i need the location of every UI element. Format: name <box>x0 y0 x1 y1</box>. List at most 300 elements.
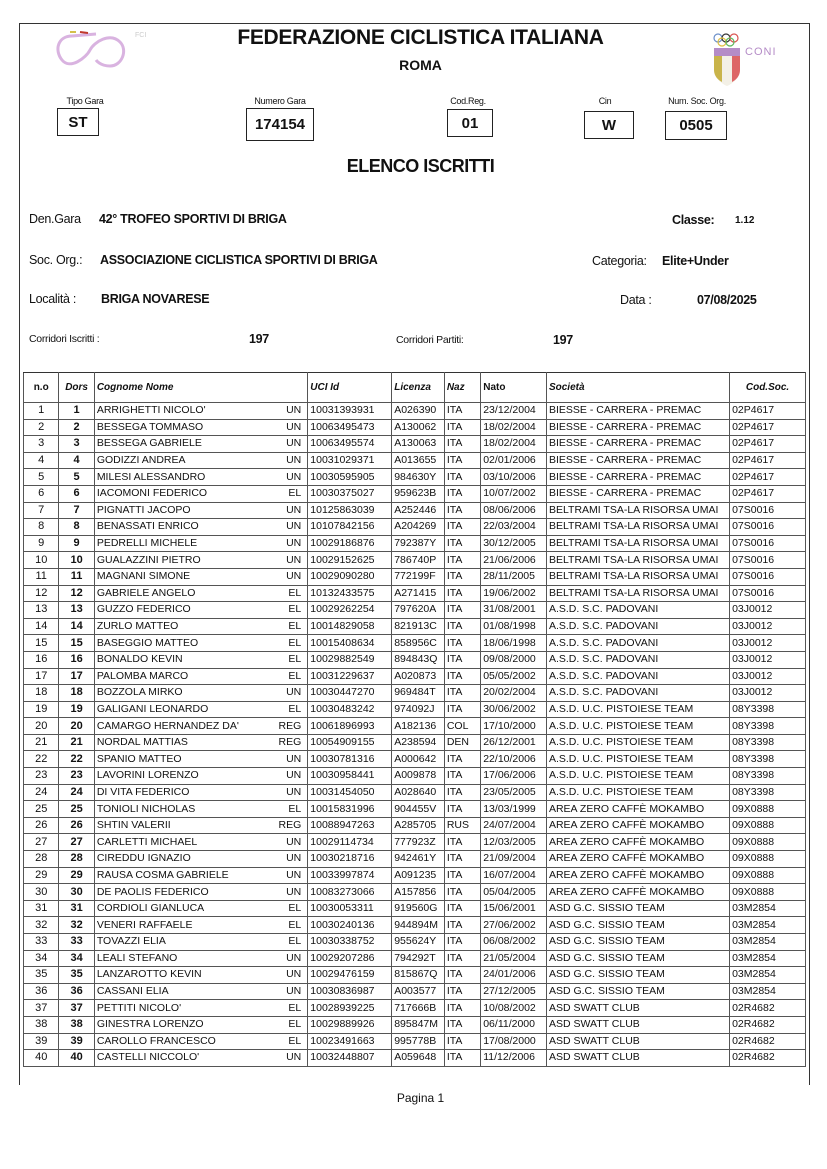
cell-name: GALIGANI LEONARDO <box>94 701 251 718</box>
table-row <box>24 751 806 768</box>
cell-soc: AREA ZERO CAFFÈ MOKAMBO <box>546 801 729 818</box>
cell-cat: EL <box>251 1000 308 1017</box>
cell-soc: A.S.D. S.C. PADOVANI <box>546 651 729 668</box>
table-row <box>24 950 806 967</box>
tipo-gara-value: ST <box>57 108 99 136</box>
cell-uci: 10088947263 <box>308 817 392 834</box>
cell-naz: ITA <box>444 1016 480 1033</box>
cell-lic: A091235 <box>392 867 445 884</box>
classe-value: 1.12 <box>735 215 755 226</box>
cell-dors: 25 <box>59 801 94 818</box>
cell-uci: 10031454050 <box>308 784 392 801</box>
cell-lic: A285705 <box>392 817 445 834</box>
cell-uci: 10029114734 <box>308 834 392 851</box>
cell-cod: 08Y3398 <box>730 734 806 751</box>
table-row <box>24 685 806 702</box>
cell-dors: 20 <box>59 718 94 735</box>
cell-lic: 815867Q <box>392 967 445 984</box>
cell-soc: ASD SWATT CLUB <box>546 1033 729 1050</box>
table-row <box>24 768 806 785</box>
cell-cat: UN <box>251 403 308 420</box>
cin-value: W <box>584 111 634 139</box>
cell-soc: ASD SWATT CLUB <box>546 1050 729 1067</box>
cell-dors: 11 <box>59 568 94 585</box>
cell-no: 21 <box>24 734 59 751</box>
cell-cod: 07S0016 <box>730 568 806 585</box>
cell-nato: 06/08/2002 <box>481 934 547 951</box>
cell-no: 35 <box>24 967 59 984</box>
riders-table <box>23 372 806 1067</box>
cell-no: 23 <box>24 768 59 785</box>
cell-soc: AREA ZERO CAFFÈ MOKAMBO <box>546 884 729 901</box>
cell-lic: 919560G <box>392 900 445 917</box>
cell-cat: UN <box>251 851 308 868</box>
cell-cod: 02P4617 <box>730 452 806 469</box>
cell-naz: ITA <box>444 934 480 951</box>
table-row <box>24 419 806 436</box>
cell-cod: 02R4682 <box>730 1033 806 1050</box>
col-header-uci: UCI Id <box>308 373 392 403</box>
cell-no: 1 <box>24 403 59 420</box>
cell-cod: 03J0012 <box>730 618 806 635</box>
table-row <box>24 934 806 951</box>
cell-cod: 08Y3398 <box>730 718 806 735</box>
table-row <box>24 734 806 751</box>
cell-lic: A130062 <box>392 419 445 436</box>
cell-naz: ITA <box>444 1033 480 1050</box>
col-header-codsoc: Cod.Soc. <box>730 373 806 403</box>
cell-dors: 37 <box>59 1000 94 1017</box>
table-row <box>24 651 806 668</box>
corridori-partiti-value: 197 <box>553 333 573 347</box>
table-row <box>24 983 806 1000</box>
cell-dors: 16 <box>59 651 94 668</box>
cell-cod: 08Y3398 <box>730 768 806 785</box>
col-header-dors: Dors <box>59 373 94 403</box>
cell-uci: 10031029371 <box>308 452 392 469</box>
cell-cod: 07S0016 <box>730 552 806 569</box>
cell-cat: UN <box>251 685 308 702</box>
cell-name: PIGNATTI JACOPO <box>94 502 251 519</box>
cell-no: 38 <box>24 1016 59 1033</box>
cell-naz: ITA <box>444 701 480 718</box>
federation-title: FEDERAZIONE CICLISTICA ITALIANA <box>237 26 604 49</box>
cell-uci: 10014829058 <box>308 618 392 635</box>
cell-cat: UN <box>251 502 308 519</box>
cell-nato: 21/09/2004 <box>481 851 547 868</box>
cell-soc: BIESSE - CARRERA - PREMAC <box>546 403 729 420</box>
cell-cod: 07S0016 <box>730 535 806 552</box>
cell-uci: 10029476159 <box>308 967 392 984</box>
cell-name: CARLETTI MICHAEL <box>94 834 251 851</box>
cell-cod: 02R4682 <box>730 1050 806 1067</box>
cell-no: 24 <box>24 784 59 801</box>
cell-soc: BELTRAMI TSA-LA RISORSA UMAI <box>546 502 729 519</box>
localita-label: Località : <box>29 292 77 306</box>
table-row <box>24 834 806 851</box>
cell-naz: ITA <box>444 568 480 585</box>
cell-no: 16 <box>24 651 59 668</box>
cell-uci: 10030781316 <box>308 751 392 768</box>
cell-cod: 08Y3398 <box>730 751 806 768</box>
cell-cat: REG <box>251 734 308 751</box>
cell-dors: 31 <box>59 900 94 917</box>
cell-dors: 30 <box>59 884 94 901</box>
cell-uci: 10030240136 <box>308 917 392 934</box>
cell-name: GINESTRA LORENZO <box>94 1016 251 1033</box>
cell-uci: 10030447270 <box>308 685 392 702</box>
cell-cod: 03M2854 <box>730 983 806 1000</box>
cell-nato: 10/07/2002 <box>481 485 547 502</box>
cell-naz: ITA <box>444 784 480 801</box>
cell-soc: ASD G.C. SISSIO TEAM <box>546 967 729 984</box>
cell-lic: 995778B <box>392 1033 445 1050</box>
cell-lic: A130063 <box>392 436 445 453</box>
cell-soc: A.S.D. U.C. PISTOIESE TEAM <box>546 751 729 768</box>
cell-naz: ITA <box>444 917 480 934</box>
cell-name: BESSEGA GABRIELE <box>94 436 251 453</box>
cell-uci: 10028939225 <box>308 1000 392 1017</box>
cell-cod: 02P4617 <box>730 403 806 420</box>
cell-name: DI VITA FEDERICO <box>94 784 251 801</box>
cell-cat: EL <box>251 1033 308 1050</box>
cell-lic: A157856 <box>392 884 445 901</box>
table-row <box>24 917 806 934</box>
cell-name: CAROLLO FRANCESCO <box>94 1033 251 1050</box>
table-row <box>24 1050 806 1067</box>
cell-naz: ITA <box>444 602 480 619</box>
cell-name: BOZZOLA MIRKO <box>94 685 251 702</box>
fci-logo-text: FCI <box>135 32 147 39</box>
cell-lic: 821913C <box>392 618 445 635</box>
cell-dors: 18 <box>59 685 94 702</box>
corridori-iscritti-value: 197 <box>249 332 269 346</box>
cell-cat: EL <box>251 585 308 602</box>
classe-label: Classe: <box>672 213 715 227</box>
table-row <box>24 851 806 868</box>
cell-nato: 17/06/2006 <box>481 768 547 785</box>
cell-name: GODIZZI ANDREA <box>94 452 251 469</box>
cell-soc: A.S.D. U.C. PISTOIESE TEAM <box>546 784 729 801</box>
cell-name: MAGNANI SIMONE <box>94 568 251 585</box>
cell-name: GABRIELE ANGELO <box>94 585 251 602</box>
cell-cat: EL <box>251 917 308 934</box>
cell-lic: A003577 <box>392 983 445 1000</box>
cell-uci: 10132433575 <box>308 585 392 602</box>
num-soc-org-label: Num. Soc. Org. <box>668 96 726 106</box>
cell-name: TONIOLI NICHOLAS <box>94 801 251 818</box>
cell-uci: 10030338752 <box>308 934 392 951</box>
cell-soc: BIESSE - CARRERA - PREMAC <box>546 485 729 502</box>
cell-name: NORDAL MATTIAS <box>94 734 251 751</box>
cell-naz: ITA <box>444 552 480 569</box>
cell-lic: A009878 <box>392 768 445 785</box>
table-row <box>24 585 806 602</box>
cell-dors: 23 <box>59 768 94 785</box>
cell-name: DE PAOLIS FEDERICO <box>94 884 251 901</box>
cell-nato: 22/03/2004 <box>481 519 547 536</box>
cell-cat: UN <box>251 568 308 585</box>
cell-naz: ITA <box>444 685 480 702</box>
cell-nato: 12/03/2005 <box>481 834 547 851</box>
cell-cat: UN <box>251 867 308 884</box>
cell-uci: 10015408634 <box>308 635 392 652</box>
cell-uci: 10061896993 <box>308 718 392 735</box>
cell-cat: UN <box>251 950 308 967</box>
cell-lic: A252446 <box>392 502 445 519</box>
table-row <box>24 967 806 984</box>
cell-dors: 39 <box>59 1033 94 1050</box>
cell-no: 29 <box>24 867 59 884</box>
cell-soc: A.S.D. S.C. PADOVANI <box>546 618 729 635</box>
cell-soc: AREA ZERO CAFFÈ MOKAMBO <box>546 817 729 834</box>
cell-no: 14 <box>24 618 59 635</box>
cell-uci: 10083273066 <box>308 884 392 901</box>
cell-cat: UN <box>251 552 308 569</box>
cod-reg-label: Cod.Reg. <box>450 96 486 106</box>
cell-dors: 24 <box>59 784 94 801</box>
cell-cod: 08Y3398 <box>730 784 806 801</box>
cell-soc: A.S.D. U.C. PISTOIESE TEAM <box>546 768 729 785</box>
cell-soc: ASD G.C. SISSIO TEAM <box>546 900 729 917</box>
cell-no: 4 <box>24 452 59 469</box>
cell-soc: A.S.D. S.C. PADOVANI <box>546 685 729 702</box>
cell-no: 17 <box>24 668 59 685</box>
table-row <box>24 519 806 536</box>
cell-naz: ITA <box>444 851 480 868</box>
cell-no: 28 <box>24 851 59 868</box>
cell-nato: 05/05/2002 <box>481 668 547 685</box>
cell-dors: 17 <box>59 668 94 685</box>
table-row <box>24 718 806 735</box>
cell-name: BASEGGIO MATTEO <box>94 635 251 652</box>
cell-cod: 07S0016 <box>730 502 806 519</box>
cell-cod: 02R4682 <box>730 1000 806 1017</box>
cell-cod: 03J0012 <box>730 602 806 619</box>
coni-logo-icon <box>712 30 792 90</box>
num-soc-org-value: 0505 <box>665 111 727 140</box>
cell-lic: A182136 <box>392 718 445 735</box>
cell-nato: 17/10/2000 <box>481 718 547 735</box>
cell-dors: 29 <box>59 867 94 884</box>
cell-dors: 38 <box>59 1016 94 1033</box>
cell-dors: 12 <box>59 585 94 602</box>
cell-name: LAVORINI LORENZO <box>94 768 251 785</box>
cell-dors: 13 <box>59 602 94 619</box>
table-row <box>24 817 806 834</box>
den-gara-label: Den.Gara <box>29 212 81 226</box>
cell-nato: 19/06/2002 <box>481 585 547 602</box>
cell-cod: 09X0888 <box>730 851 806 868</box>
cell-dors: 9 <box>59 535 94 552</box>
cell-cod: 03J0012 <box>730 635 806 652</box>
cell-name: LANZAROTTO KEVIN <box>94 967 251 984</box>
cell-no: 31 <box>24 900 59 917</box>
cell-uci: 10032448807 <box>308 1050 392 1067</box>
cell-dors: 3 <box>59 436 94 453</box>
col-header-no: n.o <box>24 373 59 403</box>
cell-naz: ITA <box>444 452 480 469</box>
cell-nato: 18/02/2004 <box>481 436 547 453</box>
cell-dors: 36 <box>59 983 94 1000</box>
coni-logo-text: CONI <box>745 46 777 58</box>
cell-name: PALOMBA MARCO <box>94 668 251 685</box>
cell-name: RAUSA COSMA GABRIELE <box>94 867 251 884</box>
cell-cod: 02R4682 <box>730 1016 806 1033</box>
cell-no: 7 <box>24 502 59 519</box>
cell-soc: A.S.D. S.C. PADOVANI <box>546 635 729 652</box>
cell-dors: 8 <box>59 519 94 536</box>
cell-dors: 5 <box>59 469 94 486</box>
cell-soc: A.S.D. S.C. PADOVANI <box>546 602 729 619</box>
cell-cat: UN <box>251 983 308 1000</box>
cell-cat: EL <box>251 651 308 668</box>
cell-cat: EL <box>251 618 308 635</box>
cell-uci: 10063495574 <box>308 436 392 453</box>
table-row <box>24 1016 806 1033</box>
cell-soc: ASD G.C. SISSIO TEAM <box>546 934 729 951</box>
cell-uci: 10030836987 <box>308 983 392 1000</box>
cell-lic: 792387Y <box>392 535 445 552</box>
cell-naz: DEN <box>444 734 480 751</box>
table-row <box>24 535 806 552</box>
cell-lic: A026390 <box>392 403 445 420</box>
cell-cat: UN <box>251 419 308 436</box>
cell-cod: 02P4617 <box>730 419 806 436</box>
cell-uci: 10029882549 <box>308 651 392 668</box>
cell-lic: A271415 <box>392 585 445 602</box>
cell-soc: BELTRAMI TSA-LA RISORSA UMAI <box>546 568 729 585</box>
cell-name: PEDRELLI MICHELE <box>94 535 251 552</box>
cell-cat: UN <box>251 967 308 984</box>
cell-cod: 09X0888 <box>730 884 806 901</box>
cell-name: BONALDO KEVIN <box>94 651 251 668</box>
cell-naz: ITA <box>444 801 480 818</box>
cell-lic: 797620A <box>392 602 445 619</box>
cell-lic: 895847M <box>392 1016 445 1033</box>
cell-naz: ITA <box>444 519 480 536</box>
cell-nato: 13/03/1999 <box>481 801 547 818</box>
col-header-societa: Società <box>546 373 729 403</box>
cell-soc: A.S.D. U.C. PISTOIESE TEAM <box>546 718 729 735</box>
cell-naz: ITA <box>444 950 480 967</box>
cell-dors: 10 <box>59 552 94 569</box>
cell-no: 33 <box>24 934 59 951</box>
cell-lic: 969484T <box>392 685 445 702</box>
cell-uci: 10033997874 <box>308 867 392 884</box>
cell-cod: 03M2854 <box>730 900 806 917</box>
cell-no: 20 <box>24 718 59 735</box>
table-row <box>24 403 806 420</box>
cell-cat: UN <box>251 535 308 552</box>
cell-soc: ASD G.C. SISSIO TEAM <box>546 950 729 967</box>
cell-name: LEALI STEFANO <box>94 950 251 967</box>
col-header-name: Cognome Nome <box>94 373 307 403</box>
cell-naz: ITA <box>444 419 480 436</box>
cell-naz: ITA <box>444 1000 480 1017</box>
cell-cat: EL <box>251 934 308 951</box>
cell-cod: 03J0012 <box>730 668 806 685</box>
cell-no: 18 <box>24 685 59 702</box>
cell-nato: 27/06/2002 <box>481 917 547 934</box>
cell-dors: 6 <box>59 485 94 502</box>
cell-nato: 23/12/2004 <box>481 403 547 420</box>
cell-lic: A000642 <box>392 751 445 768</box>
cell-uci: 10054909155 <box>308 734 392 751</box>
cell-name: VENERI RAFFAELE <box>94 917 251 934</box>
cell-naz: ITA <box>444 485 480 502</box>
cell-no: 11 <box>24 568 59 585</box>
cell-cod: 03M2854 <box>730 967 806 984</box>
cell-nato: 01/08/1998 <box>481 618 547 635</box>
cell-soc: A.S.D. S.C. PADOVANI <box>546 668 729 685</box>
cell-nato: 03/10/2006 <box>481 469 547 486</box>
cell-no: 13 <box>24 602 59 619</box>
cell-lic: 717666B <box>392 1000 445 1017</box>
cell-name: CAMARGO HERNANDEZ DA' <box>94 718 251 735</box>
cell-uci: 10030375027 <box>308 485 392 502</box>
cell-cod: 03J0012 <box>730 685 806 702</box>
cell-lic: A028640 <box>392 784 445 801</box>
cell-soc: ASD G.C. SISSIO TEAM <box>546 983 729 1000</box>
cell-uci: 10029262254 <box>308 602 392 619</box>
table-row <box>24 1033 806 1050</box>
cell-cat: REG <box>251 718 308 735</box>
cell-cod: 07S0016 <box>730 585 806 602</box>
cell-uci: 10029207286 <box>308 950 392 967</box>
cell-name: MILESI ALESSANDRO <box>94 469 251 486</box>
cell-dors: 26 <box>59 817 94 834</box>
localita-value: BRIGA NOVARESE <box>101 292 210 306</box>
section-title: ELENCO ISCRITTI <box>346 156 495 176</box>
cell-naz: ITA <box>444 751 480 768</box>
cell-soc: BIESSE - CARRERA - PREMAC <box>546 419 729 436</box>
cell-cod: 03J0012 <box>730 651 806 668</box>
cell-name: CIREDDU IGNAZIO <box>94 851 251 868</box>
cell-nato: 24/07/2004 <box>481 817 547 834</box>
categoria-value: Elite+Under <box>662 254 729 268</box>
cell-nato: 02/01/2006 <box>481 452 547 469</box>
cell-dors: 40 <box>59 1050 94 1067</box>
federation-city: ROMA <box>399 57 442 73</box>
cell-soc: BIESSE - CARRERA - PREMAC <box>546 452 729 469</box>
cell-nato: 05/04/2005 <box>481 884 547 901</box>
cell-nato: 30/06/2002 <box>481 701 547 718</box>
cell-lic: 974092J <box>392 701 445 718</box>
table-row <box>24 635 806 652</box>
cell-dors: 34 <box>59 950 94 967</box>
cell-nato: 06/11/2000 <box>481 1016 547 1033</box>
cell-uci: 10029186876 <box>308 535 392 552</box>
cell-lic: 942461Y <box>392 851 445 868</box>
cell-no: 40 <box>24 1050 59 1067</box>
cell-nato: 10/08/2002 <box>481 1000 547 1017</box>
cell-cat: EL <box>251 900 308 917</box>
cell-no: 27 <box>24 834 59 851</box>
cell-lic: A020873 <box>392 668 445 685</box>
cell-dors: 35 <box>59 967 94 984</box>
cell-uci: 10063495473 <box>308 419 392 436</box>
cell-nato: 18/02/2004 <box>481 419 547 436</box>
table-row <box>24 568 806 585</box>
cell-cat: EL <box>251 602 308 619</box>
cell-lic: 944894M <box>392 917 445 934</box>
cell-cat: UN <box>251 834 308 851</box>
table-row <box>24 485 806 502</box>
table-header-row <box>24 373 806 403</box>
cell-soc: A.S.D. U.C. PISTOIESE TEAM <box>546 701 729 718</box>
cell-cat: UN <box>251 784 308 801</box>
